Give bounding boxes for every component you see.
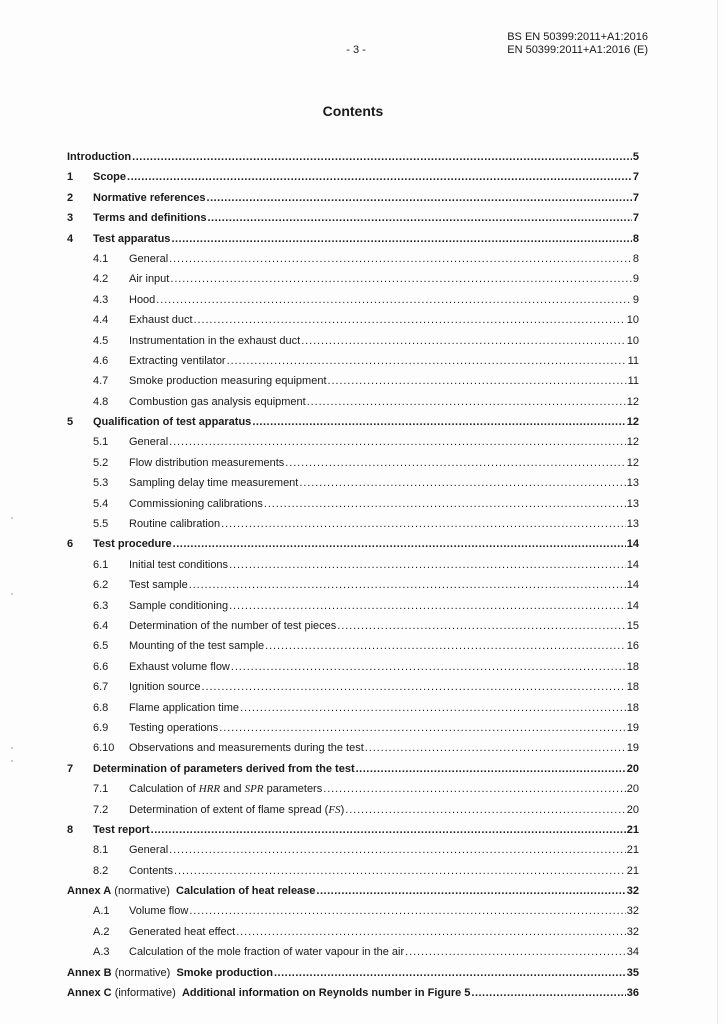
- toc-entry-subclause[interactable]: [67, 718, 639, 738]
- toc-entry-label: Observations and measurements during the test: [129, 742, 364, 755]
- toc-entry-variable: HRR: [198, 783, 221, 796]
- toc-entry-clause[interactable]: [67, 167, 639, 187]
- table-of-contents: [67, 147, 639, 1003]
- toc-entry-label-part: and: [220, 783, 245, 796]
- toc-entry-label: Flow distribution measurements: [129, 456, 285, 469]
- toc-entry-number: 5: [67, 416, 74, 429]
- toc-entry-number: 6.9: [93, 721, 109, 734]
- toc-entry-number: 2: [67, 191, 74, 204]
- toc-leader-dots: [316, 881, 625, 901]
- toc-annex-id: Annex C: [67, 987, 112, 1000]
- toc-leader-dots: [365, 738, 626, 758]
- toc-entry-number: 7.1: [93, 783, 109, 796]
- toc-entry-label: Smoke production: [176, 966, 273, 979]
- toc-entry-label: Scope: [93, 171, 127, 184]
- standard-line-1: BS EN 50399:2011+A1:2016: [507, 31, 648, 43]
- toc-entry-annex[interactable]: [67, 963, 639, 983]
- toc-leader-dots: [132, 147, 632, 167]
- toc-entry-subclause[interactable]: [67, 636, 639, 656]
- toc-leader-dots: [169, 432, 626, 452]
- toc-page-number: 7: [632, 212, 639, 225]
- toc-entry-number: 6.10: [93, 742, 115, 755]
- toc-entry-number: 6: [67, 538, 74, 551]
- toc-leader-dots: [356, 759, 626, 779]
- toc-page-number: 18: [626, 660, 639, 673]
- toc-page-number: 21: [626, 864, 639, 877]
- toc-page-number: 16: [626, 640, 639, 653]
- toc-entry-label: General: [129, 436, 169, 449]
- toc-leader-dots: [345, 800, 626, 820]
- toc-entry-subclause[interactable]: [67, 269, 639, 289]
- toc-entry-subclause[interactable]: [67, 840, 639, 860]
- toc-entry-label: General: [129, 252, 169, 265]
- toc-page-number: 8: [632, 252, 639, 265]
- page-edge: [717, 0, 718, 1024]
- toc-page-number: 19: [626, 742, 639, 755]
- toc-entry-number: 4.2: [93, 273, 109, 286]
- toc-leader-dots: [299, 473, 625, 493]
- toc-entry-label: Generated heat effect: [129, 925, 236, 938]
- toc-entry-number: 5.1: [93, 436, 109, 449]
- toc-entry-subclause[interactable]: [67, 555, 639, 575]
- toc-page-number: 13: [626, 518, 639, 531]
- toc-page-number: 13: [626, 497, 639, 510]
- standard-reference: [507, 31, 648, 57]
- toc-entry-subclause[interactable]: [67, 657, 639, 677]
- toc-entry-label: Volume flow: [129, 905, 189, 918]
- toc-leader-dots: [301, 331, 626, 351]
- toc-page-number: 12: [626, 416, 639, 429]
- toc-leader-dots: [173, 534, 626, 554]
- toc-entry-label: Exhaust volume flow: [129, 660, 230, 673]
- toc-entry-number: A.1: [93, 905, 110, 918]
- toc-leader-dots: [405, 942, 626, 962]
- toc-entry-clause[interactable]: [67, 208, 639, 228]
- toc-page-number: 21: [626, 823, 639, 836]
- toc-entry-subclause[interactable]: [67, 371, 639, 391]
- toc-leader-dots: [221, 514, 626, 534]
- toc-page-number: 5: [632, 151, 639, 163]
- toc-entry-subclause[interactable]: [67, 616, 639, 636]
- toc-leader-dots: [274, 963, 626, 983]
- toc-entry-number: 8: [67, 823, 74, 836]
- toc-entry-label: Combustion gas analysis equipment: [129, 395, 306, 408]
- toc-leader-dots: [307, 392, 626, 412]
- toc-leader-dots: [174, 861, 626, 881]
- toc-leader-dots: [328, 371, 627, 391]
- toc-entry-label: Routine calibration: [129, 518, 221, 531]
- toc-annex-id: Annex B: [67, 966, 112, 979]
- toc-entry-number: 4.1: [93, 252, 109, 265]
- toc-entry-number: A.2: [93, 925, 110, 938]
- toc-entry-label: Calculation of the mole fraction of water vapour in the air: [129, 946, 405, 959]
- toc-page-number: 36: [626, 987, 639, 1000]
- contents-title: Contents: [322, 103, 384, 119]
- toc-entry-label-part: Determination of extent of flame spread (: [129, 803, 329, 816]
- page-number: - 3 -: [346, 44, 366, 56]
- toc-entry-clause[interactable]: [67, 534, 639, 554]
- toc-leader-dots: [207, 188, 632, 208]
- toc-page-number: 12: [626, 395, 639, 408]
- toc-annex-kind: (normative): [114, 966, 171, 979]
- toc-page-number: 12: [626, 436, 639, 449]
- toc-entry-label: Determination of parameters derived from the test: [93, 762, 355, 775]
- toc-entry-label: Ignition source: [129, 681, 201, 694]
- toc-page-number: 14: [626, 579, 639, 592]
- toc-entry-label: Sampling delay time measurement: [129, 477, 299, 490]
- toc-entry-label-part: ): [340, 803, 345, 816]
- toc-entry-subclause[interactable]: [67, 310, 639, 330]
- toc-page-number: 20: [626, 783, 639, 796]
- toc-entry-number: 3: [67, 212, 74, 225]
- toc-entry-label: Test report: [93, 823, 150, 836]
- toc-entry-number: 4.5: [93, 334, 109, 347]
- toc-leader-dots: [194, 310, 626, 330]
- toc-page-number: 13: [626, 477, 639, 490]
- toc-entry-subclause[interactable]: [67, 942, 639, 962]
- toc-entry-label: Hood: [129, 293, 156, 306]
- toc-entry-subclause[interactable]: [67, 453, 639, 473]
- toc-leader-dots: [189, 575, 626, 595]
- toc-entry-label: Normative references: [93, 191, 206, 204]
- toc-entry-subclause[interactable]: [67, 290, 639, 310]
- toc-page-number: 32: [626, 905, 639, 918]
- toc-page-number: 8: [632, 232, 639, 245]
- standard-line-2: EN 50399:2011+A1:2016 (E): [507, 44, 648, 56]
- toc-entry-label: Commissioning calibrations: [129, 497, 263, 510]
- toc-entry-number: 4.6: [93, 354, 109, 367]
- toc-entry-subclause[interactable]: [67, 738, 639, 758]
- toc-page-number: 11: [627, 354, 639, 367]
- toc-leader-dots: [229, 555, 626, 575]
- toc-page-number: 21: [626, 844, 639, 857]
- toc-entry-label: Calculation of heat release: [176, 885, 316, 898]
- toc-leader-dots: [252, 412, 625, 432]
- toc-entry-label: Determination of the number of test pieces: [129, 619, 337, 632]
- toc-entry-introduction[interactable]: [67, 147, 639, 167]
- toc-page-number: 20: [626, 803, 639, 816]
- toc-leader-dots: [127, 167, 632, 187]
- toc-page-number: 34: [626, 946, 639, 959]
- toc-entry-number: A.3: [93, 946, 110, 959]
- toc-page-number: 9: [632, 293, 639, 306]
- toc-page-number: 14: [626, 538, 639, 551]
- toc-entry-number: 6.3: [93, 599, 109, 612]
- toc-entry-subclause[interactable]: [67, 800, 639, 820]
- toc-entry-clause[interactable]: [67, 188, 639, 208]
- scan-speck: [11, 747, 13, 749]
- toc-entry-number: 6.7: [93, 681, 109, 694]
- toc-entry-label: Terms and definitions: [93, 212, 207, 225]
- toc-leader-dots: [264, 494, 626, 514]
- toc-leader-dots: [151, 820, 626, 840]
- toc-annex-kind: (informative): [114, 987, 176, 1000]
- scan-speck: [11, 593, 13, 595]
- toc-page-number: 35: [626, 966, 639, 979]
- toc-page-number: 32: [626, 925, 639, 938]
- toc-leader-dots: [227, 351, 627, 371]
- toc-page-number: 7: [632, 171, 639, 184]
- toc-entry-subclause[interactable]: [67, 494, 639, 514]
- toc-entry-number: 6.4: [93, 619, 109, 632]
- toc-entry-subclause[interactable]: [67, 392, 639, 412]
- toc-entry-subclause[interactable]: [67, 575, 639, 595]
- toc-entry-clause[interactable]: [67, 820, 639, 840]
- toc-entry-label: Testing operations: [129, 721, 219, 734]
- scan-speck: [11, 760, 13, 762]
- toc-entry-label: Flame application time: [129, 701, 240, 714]
- toc-page-number: 14: [626, 558, 639, 571]
- toc-page-number: 20: [626, 762, 639, 775]
- toc-entry-label: Extracting ventilator: [129, 354, 226, 367]
- toc-entry-number: 7.2: [93, 803, 109, 816]
- toc-leader-dots: [156, 290, 632, 310]
- toc-entry-subclause[interactable]: [67, 861, 639, 881]
- toc-entry-number: 4.4: [93, 314, 109, 327]
- toc-page-number: 12: [626, 456, 639, 469]
- toc-entry-label-part: parameters: [263, 783, 323, 796]
- toc-entry-annex[interactable]: [67, 983, 639, 1003]
- toc-entry-number: 6.8: [93, 701, 109, 714]
- toc-entry-number: 5.5: [93, 518, 109, 531]
- toc-entry-label: Test sample: [129, 579, 188, 592]
- toc-entry-subclause[interactable]: [67, 473, 639, 493]
- toc-leader-dots: [207, 208, 631, 228]
- toc-entry-subclause[interactable]: [67, 677, 639, 697]
- toc-annex-id: Annex A: [67, 885, 112, 898]
- toc-entry-number: 4.8: [93, 395, 109, 408]
- toc-page-number: 9: [632, 273, 639, 286]
- toc-entry-number: 6.6: [93, 660, 109, 673]
- toc-leader-dots: [236, 922, 626, 942]
- toc-entry-label: Exhaust duct: [129, 314, 193, 327]
- toc-entry-label: Introduction: [67, 151, 132, 163]
- toc-entry-label: Smoke production measuring equipment: [129, 375, 327, 388]
- scan-speck: [11, 517, 13, 519]
- toc-entry-number: 1: [67, 171, 74, 184]
- toc-entry-number: 4.3: [93, 293, 109, 306]
- toc-entry-number: 4.7: [93, 375, 109, 388]
- toc-entry-number: 5.3: [93, 477, 109, 490]
- toc-leader-dots: [171, 229, 631, 249]
- toc-entry-number: 6.5: [93, 640, 109, 653]
- toc-page-number: 19: [626, 721, 639, 734]
- toc-leader-dots: [265, 636, 626, 656]
- toc-entry-label: Additional information on Reynolds number in Figure 5: [181, 987, 471, 1000]
- toc-entry-subclause[interactable]: [67, 514, 639, 534]
- toc-entry-variable: FS: [328, 803, 341, 816]
- toc-leader-dots: [169, 840, 626, 860]
- toc-page-number: 10: [626, 334, 639, 347]
- toc-entry-clause[interactable]: [67, 229, 639, 249]
- toc-entry-subclause[interactable]: [67, 596, 639, 616]
- toc-leader-dots: [323, 779, 626, 799]
- toc-entry-number: 8.2: [93, 864, 109, 877]
- toc-leader-dots: [285, 453, 625, 473]
- toc-entry-label: Sample conditioning: [129, 599, 229, 612]
- toc-page-number: 11: [627, 375, 639, 388]
- toc-entry-number: 6.2: [93, 579, 109, 592]
- toc-page-number: 14: [626, 599, 639, 612]
- toc-page-number: 18: [626, 681, 639, 694]
- toc-page-number: 7: [632, 191, 639, 204]
- toc-entry-label: Initial test conditions: [129, 558, 229, 571]
- toc-leader-dots: [231, 657, 626, 677]
- toc-entry-subclause[interactable]: [67, 351, 639, 371]
- toc-leader-dots: [202, 677, 626, 697]
- toc-entry-number: 7: [67, 762, 74, 775]
- toc-entry-label: General: [129, 844, 169, 857]
- toc-leader-dots: [189, 901, 625, 921]
- toc-entry-label-part: Calculation of: [129, 783, 199, 796]
- toc-entry-annex[interactable]: [67, 881, 639, 901]
- toc-entry-label: Instrumentation in the exhaust duct: [129, 334, 301, 347]
- toc-entry-number: 5.2: [93, 456, 109, 469]
- toc-leader-dots: [229, 596, 626, 616]
- toc-entry-label: Qualification of test apparatus: [93, 416, 252, 429]
- toc-page-number: 10: [626, 314, 639, 327]
- toc-leader-dots: [169, 249, 632, 269]
- toc-page-number: 18: [626, 701, 639, 714]
- toc-entry-number: 5.4: [93, 497, 109, 510]
- toc-entry-label: Contents: [129, 864, 174, 877]
- toc-leader-dots: [471, 983, 625, 1003]
- toc-page-number: 15: [626, 619, 639, 632]
- toc-entry-label: [129, 800, 344, 820]
- toc-entry-subclause[interactable]: [67, 698, 639, 718]
- toc-entry-label: [129, 779, 322, 799]
- toc-entry-label: Mounting of the test sample: [129, 640, 265, 653]
- toc-entry-label: Test procedure: [93, 538, 172, 551]
- toc-entry-subclause[interactable]: [67, 779, 639, 799]
- toc-leader-dots: [240, 698, 626, 718]
- toc-entry-subclause[interactable]: [67, 901, 639, 921]
- toc-entry-number: 6.1: [93, 558, 109, 571]
- toc-page-number: 32: [626, 885, 639, 898]
- toc-entry-subclause[interactable]: [67, 922, 639, 942]
- toc-entry-number: 8.1: [93, 844, 109, 857]
- toc-annex-kind: (normative): [114, 885, 170, 898]
- toc-entry-subclause[interactable]: [67, 249, 639, 269]
- toc-entry-number: 4: [67, 232, 74, 245]
- toc-entry-clause[interactable]: [67, 759, 639, 779]
- toc-entry-label: Test apparatus: [93, 232, 171, 245]
- toc-leader-dots: [337, 616, 625, 636]
- toc-entry-label: Air input: [129, 273, 170, 286]
- toc-entry-subclause[interactable]: [67, 331, 639, 351]
- toc-entry-subclause[interactable]: [67, 432, 639, 452]
- toc-leader-dots: [170, 269, 632, 289]
- toc-entry-clause[interactable]: [67, 412, 639, 432]
- toc-leader-dots: [219, 718, 625, 738]
- toc-entry-variable: SPR: [244, 783, 264, 796]
